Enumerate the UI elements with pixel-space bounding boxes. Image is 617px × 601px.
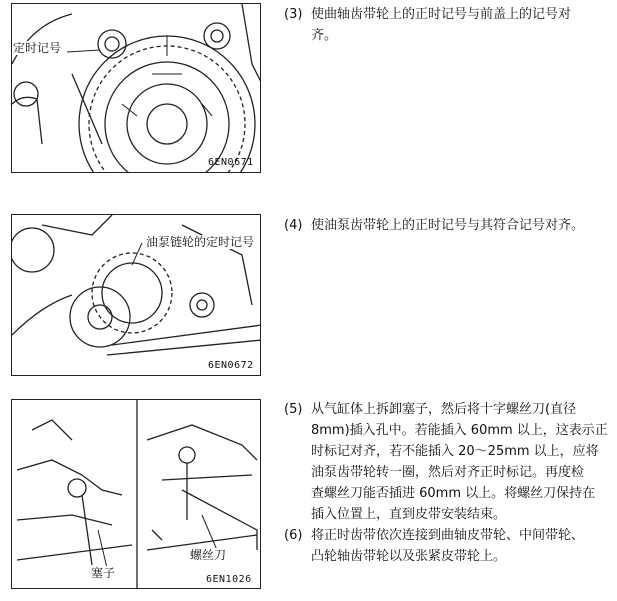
oil-pump-timing-mark-label: 油泵链轮的定时记号 [146, 235, 255, 249]
step-text-line: 使油泵齿带轮上的正时记号与其符合记号对齐。 [311, 218, 585, 233]
step-number: (5) [284, 402, 303, 417]
figure-screwdriver-insert [11, 399, 261, 589]
figure-code: 6EN1026 [206, 574, 252, 585]
figure-code: 6EN0672 [208, 360, 254, 371]
figure-oil-pump-timing [11, 214, 261, 376]
step-text-line: 使曲轴齿带轮上的正时记号与前盖上的记号对 [311, 7, 572, 22]
crankshaft-sprocket-illustration [12, 4, 261, 173]
step-number: (3) [284, 7, 303, 22]
step-text-line: 从气缸体上拆卸塞子，然后将十字螺丝刀(直径 [311, 402, 577, 417]
step-text-line: 齐。 [311, 28, 338, 43]
step-text-line: 插入位置上，直到皮带安装结束。 [311, 507, 507, 522]
step-number: (6) [284, 528, 303, 543]
step-text-line: 将正时齿带依次连接到曲轴皮带轮、中间带轮、 [311, 528, 585, 543]
step-text-line: 油泵齿带轮转一圈，然后对齐正时标记。再度检 [311, 465, 585, 480]
step-text-line: 查螺丝刀能否插进 60mm 以上。将螺丝刀保持在 [311, 486, 596, 501]
screwdriver-label: 螺丝刀 [190, 548, 227, 562]
step-number: (4) [284, 218, 303, 233]
timing-mark-label: 定时记号 [13, 41, 62, 55]
plug-label: 塞子 [91, 566, 116, 580]
step-text-line: 凸轮轴齿带轮以及张紧皮带轮上。 [311, 549, 507, 564]
step-text-line: 时标记对齐，若不能插入 20～25mm 以上，应将 [311, 444, 599, 459]
figure-crankshaft-timing [11, 3, 261, 173]
step-text-line: 8mm)插入孔中。若能插入 60mm 以上，这表示正 [311, 423, 608, 438]
figure-code: 6EN0671 [208, 157, 254, 168]
